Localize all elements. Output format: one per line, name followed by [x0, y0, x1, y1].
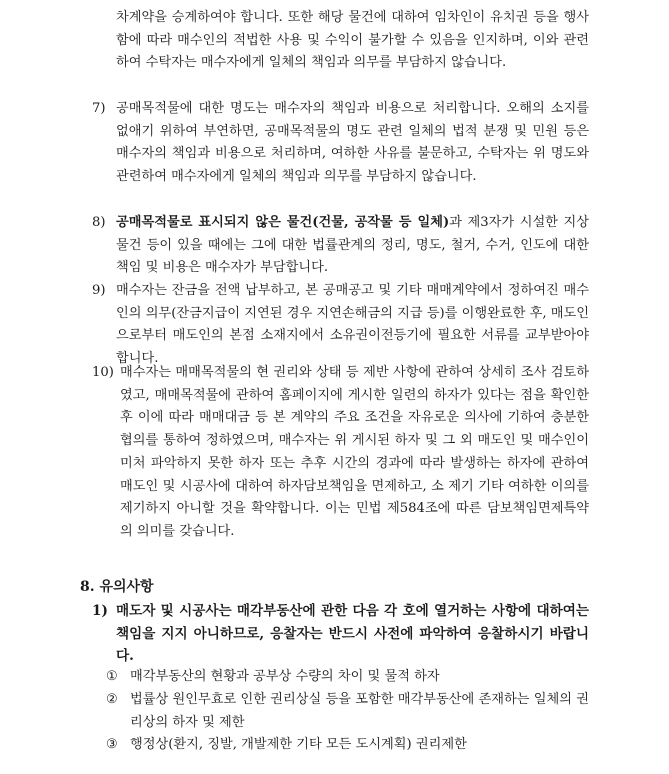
item-number: 8) [92, 215, 106, 230]
item-number: 1) [92, 603, 108, 619]
circled-number: ② [106, 692, 118, 707]
circled-number: ③ [106, 737, 118, 752]
item-number: 9) [92, 283, 106, 298]
item-number: 10) [92, 365, 114, 380]
item-text: 매수자는 매매목적물의 현 권리와 상태 등 제반 사항에 관하여 상세히 조사 검토하였고, 매매목적물에 관하여 홈페이지에 게시한 일련의 하자가 있다는 점을 확인한 후 이에 따라 매매대금 등 본 계약의 주요 조건을 자유로운 의사에 기하여 충분한 협의를 통하여 정하였으며, 매수자는 위 게시된 하자 및 그 외 매도인 및 매수인이 미처 파악하지 못한 하자 또는 추후 시간의 경과에 따라 발생하는 하자에 관하여 매도인 및 시공사에 대하여 하자담보책임을 면제하고, 소 제기 기타 여하한 이의를 제기하지 아니할 것을 확약합니다. 이는 민법 제584조에 따른 담보책임면제특약의 의미를 갖습니다. [120, 365, 589, 539]
section-heading: 8. 유의사항 [80, 579, 154, 595]
circled-text: 행정상(환지, 징발, 개발제한 기타 모든 도시계획) 권리제한 [130, 737, 467, 752]
item-text: 매수자는 잔금을 전액 납부하고, 본 공매공고 및 기타 매매계약에서 정하여진 매수인의 의무(잔금지급이 지연된 경우 지연손해금의 지급 등)를 이행완료한 후, 매도인으로부터 매도인의 본점 소재지에서 소유권이전등기에 필요한 서류를 교부받아야 합니다. [116, 283, 589, 367]
list-item-10 [92, 362, 589, 544]
item-text: 공매목적물에 대한 명도는 매수자의 책임과 비용으로 처리합니다. 오해의 소지를 없애기 위하여 부연하면, 공매목적물의 명도 관련 일체의 법적 분쟁 및 민원 등은 매수자의 책임과 비용으로 처리하며, 여하한 사유를 불문하고, 수탁자는 위 명도와 관련하여 매수자에게 일체의 책임과 의무를 부담하지 않습니다. [116, 101, 589, 185]
item-number: 7) [92, 101, 106, 116]
circled-item-1 [106, 666, 589, 689]
list-item-9 [92, 280, 589, 371]
circled-text: 매각부동산의 현황과 공부상 수량의 차이 및 물적 하자 [130, 669, 440, 684]
item-rest-text: 과 제3자가 시설한 지상물건 등이 있을 때에는 그에 대한 법률관계의 정리, 명도, 철거, 수거, 인도에 대한 책임 및 비용은 매수자가 부담합니다. [116, 215, 589, 276]
circled-item-3 [106, 734, 589, 757]
circled-number: ① [106, 669, 118, 684]
circled-item-2 [106, 689, 589, 734]
item-text [116, 212, 589, 280]
list-item-8 [92, 212, 589, 280]
list-item-7 [92, 98, 589, 189]
item-text: 매도자 및 시공사는 매각부동산에 관한 다음 각 호에 열거하는 사항에 대하여는 책임을 지지 아니하므로, 응찰자는 반드시 사전에 파악하여 응찰하시기 바랍니다. [116, 603, 589, 665]
continued-paragraph: 차계약을 승계하여야 합니다. 또한 해당 물건에 대하여 임차인이 유치권 등을 행사함에 따라 매수인의 적법한 사용 및 수익이 불가할 수 있음을 인지하며, 이와 관련하여 수탁자는 매수자에게 일체의 책임과 의무를 부담하지 않습니다. [116, 10, 589, 71]
notice-item-1 [92, 600, 589, 668]
item-bold-text: 공매목적물로 표시되지 않은 물건(건물, 공작물 등 일체) [116, 215, 450, 230]
circled-text: 법률상 원인무효로 인한 권리상실 등을 포함한 매각부동산에 존재하는 일체의 권리상의 하자 및 제한 [130, 692, 589, 730]
